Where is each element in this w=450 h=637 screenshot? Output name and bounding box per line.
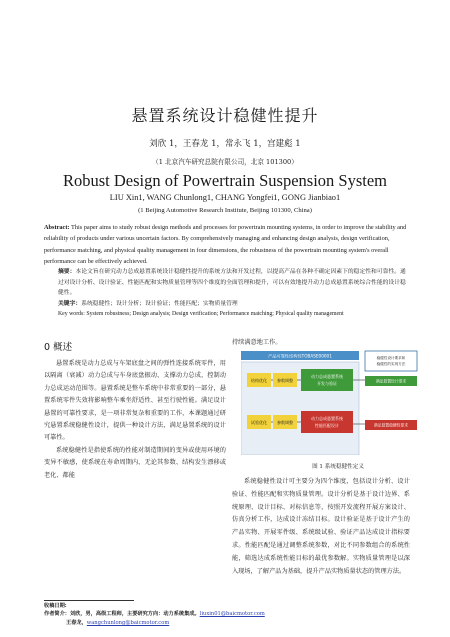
- author-bio: [44, 610, 265, 618]
- received-date: 收稿日期:: [44, 603, 67, 609]
- footnote: [44, 602, 265, 627]
- author-bio-label: 作者简介：: [44, 611, 70, 618]
- abstract-cn-label: 摘要：: [58, 269, 76, 275]
- affiliation-en: (1 Beijing Automotive Research Institute, Beijing 101300, China): [138, 207, 312, 214]
- affiliation-cn: （1 北京汽车研究总院有限公司，北京 101300）: [152, 158, 298, 166]
- figure-cell-label: 试验优化: [251, 420, 267, 425]
- figure-right-box-label: 满足悬置设计要求: [375, 378, 407, 384]
- figure-right-box-label: 稳健性的实现方法: [376, 362, 406, 366]
- keywords-cn: [58, 299, 408, 310]
- figure-system-robustness: [241, 349, 419, 455]
- figure-cell-label: 参数调整: [277, 378, 293, 383]
- keywords-cn-label: 关键字：: [58, 300, 82, 307]
- footnote-divider: [44, 600, 134, 601]
- figure-top-band-label: 产品可靠性结构性TOBASE00001: [268, 353, 332, 359]
- figure-cell: [301, 369, 353, 391]
- authors-en: LIU Xin1, WANG Chunlong1, CHANG Yongfei1, GONG Jianbiao1: [109, 193, 341, 202]
- right-column: [232, 476, 410, 578]
- abstract-cn-text: 本论文旨在研究动力总成悬置系统设计稳健性提升的系统方法和开发过程，以提高产品在各种不确定因素下的稳定性和可靠性。通过对设计分析、设计验证、性能匹配和实物质量管理等四个维度的全面管理和提升，可以有效地提升动力总成悬置系统综合性能的设计稳健性。: [58, 269, 406, 297]
- author-second-email[interactable]: wangchunlong@baicmotor.com: [86, 619, 170, 626]
- figure-caption: [0, 462, 450, 470]
- figure-cell-label: 结构优化: [251, 378, 267, 383]
- author-bio-text: 刘欣，男，高级工程师，主要研究方向：动力系统集成。: [69, 611, 200, 618]
- authors-cn: 刘欣 1，王春龙 1，常永飞 1，宫建彪 1: [149, 139, 301, 149]
- section-heading: 0 概述: [44, 342, 73, 353]
- figure-right-box-label: 满足悬置稳健性要求: [373, 422, 409, 428]
- abstract-en-text: This paper aims to study robust design methods and processes for powertrain mounting systems, in order to improve the stability and reliability of products under various uncertain factors. By comprehensively managing and enhancing design analysis, design verification, performance matching, and physical quality management in four dimensions, the robustness of the powertrain mounting system's overall performance can be effectively achieved.: [44, 224, 407, 265]
- abstract-en-label: Abstract:: [44, 224, 70, 231]
- paragraph: 悬置系统是动力总成与车架底盘之间的弹性连接系统零件，用以隔离（衰减）动力总成与车身底盘振动、支撑动力总成、控制动力总成运动范围等。悬置系统是整车系统中非常重要的一部分，悬置系统零件失效将影响整车乘坐舒适性、甚至行驶性能。满足设计悬置的可靠性要求，是一项非常复杂和重要的工作，本课题通过研究悬置系统稳健性设计，提供一种设计方法，满足悬置系统的设计可靠性。: [44, 360, 226, 442]
- author-bio-second: [44, 619, 265, 627]
- author-second-label: 王春龙，: [66, 619, 87, 626]
- figure-right-box: [365, 351, 417, 371]
- abstract-cn-paragraph: [58, 267, 408, 299]
- figure-cell: [301, 411, 353, 433]
- author-email-link[interactable]: liuxin01@baicmotor.com: [199, 611, 265, 618]
- figure-cell-label: 性能匹配设计: [315, 423, 339, 428]
- abstract-en: [44, 222, 410, 267]
- page-title-en: Robust Design of Powertrain Suspension System: [62, 171, 388, 190]
- page-title-cn: 悬置系统设计稳健性提升: [131, 106, 319, 125]
- keywords-cn-text: 系统稳健性；设计分析；设计验证；性能匹配；实物质量管理: [81, 300, 238, 307]
- figure-cell-label: 动力总成悬置系统: [311, 374, 343, 379]
- paragraph: 系统稳健性设计可主要分为四个维度，包括设计分析、设计验证、性能匹配和实物质量管理。设计分析是基于设计边界、系统原理、设计目标、对标信息等，按照开发流程开展方案设计、仿真分析工作，达成设计冻结目标。设计验证是基于设计产生的产品实物、开展零件级、系统级试验、验证产品达成设计指标要求。性能匹配是通过调整系统参数，对比不同参数组合的系统性能，筛选达成系统性能目标的最优参数解。实物质量管理是以深入现场，了解产品为基础，提升产品实物质量状态的管理方法。: [232, 478, 410, 575]
- keywords-en-label: Key words:: [58, 311, 85, 318]
- figure-cell-label: 开发与验证: [317, 381, 337, 386]
- figure-cell-label: 动力总成悬置系统: [311, 416, 343, 421]
- right-column-top-line: 持续满意地工作。: [232, 339, 282, 346]
- figure-right-box-label: 稳健性设计要求和: [376, 356, 406, 360]
- keywords-en-text: System robustness; Design analysis; Design verification; Performance matching; Physical quality management: [86, 311, 344, 318]
- figure-caption-text: 图 1 系统稳健性定义: [312, 464, 364, 470]
- paragraph: 系统稳健性是指使系统的性能对制造期间的变异或使用环境的变异不敏感，使系统在寿命周期内、无论其参数、结构发生漂移或老化、都能: [44, 446, 226, 479]
- figure-cell-label: 参数调整: [277, 420, 293, 425]
- keywords-en: [58, 309, 408, 320]
- abstract-cn: [58, 267, 408, 320]
